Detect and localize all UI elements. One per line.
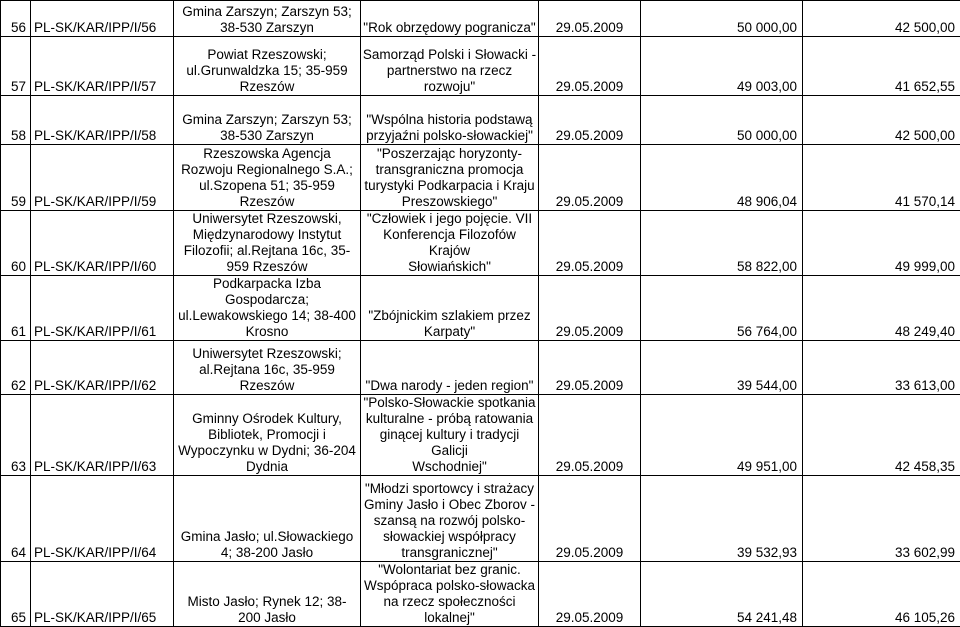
applicant-cell: Podkarpacka Izba Gospodarcza; ul.Lewakowskiego 14; 38-400 Krosno: [174, 276, 361, 341]
total-cost: 49 003,00: [641, 37, 803, 96]
total-cost: 48 906,04: [641, 145, 803, 211]
row-number: 59: [1, 145, 31, 211]
row-number: 62: [1, 341, 31, 395]
applicant-cell: Gminny Ośrodek Kultury, Bibliotek, Promocji i Wypoczynku w Dydni; 36-204 Dydnia: [174, 395, 361, 476]
decision-date: 29.05.2009: [539, 145, 641, 211]
total-cost: 58 822,00: [641, 211, 803, 276]
grant-amount: 42 500,00: [803, 1, 960, 37]
decision-date: 29.05.2009: [539, 341, 641, 395]
row-number: 56: [1, 1, 31, 37]
decision-date: 29.05.2009: [539, 476, 641, 562]
table-row: [1, 562, 960, 627]
decision-date: 29.05.2009: [539, 211, 641, 276]
table-row: [1, 145, 960, 211]
total-cost: 39 532,93: [641, 476, 803, 562]
table-row: [1, 341, 960, 395]
project-code: PL-SK/KAR/IPP/I/56: [31, 1, 174, 37]
grant-amount: 33 613,00: [803, 341, 960, 395]
applicant-cell: Powiat Rzeszowski; ul.Grunwaldzka 15; 35-959 Rzeszów: [174, 37, 361, 96]
project-code: PL-SK/KAR/IPP/I/65: [31, 562, 174, 627]
project-title: "Wolontariat bez granic. Wspópraca polsko-słowacka na rzecz społeczności lokalnej": [361, 562, 539, 627]
project-title: "Polsko-Słowackie spotkania kulturalne - próbą ratowania ginącej kultury i tradycji Galicji Wschodniej": [361, 395, 539, 476]
applicant-cell: Misto Jasło; Rynek 12; 38- 200 Jasło: [174, 562, 361, 627]
project-title: "Zbójnickim szlakiem przez Karpaty": [361, 276, 539, 341]
project-title: "Rok obrzędowy pogranicza": [361, 1, 539, 37]
applicant-cell: Uniwersytet Rzeszowski, Międzynarodowy Instytut Filozofii; al.Rejtana 16c, 35- 959 Rzeszów: [174, 211, 361, 276]
total-cost: 54 241,48: [641, 562, 803, 627]
grant-amount: 46 105,26: [803, 562, 960, 627]
project-title: "Wspólna historia podstawą przyjaźni polsko-słowackiej": [361, 96, 539, 145]
decision-date: 29.05.2009: [539, 395, 641, 476]
grant-amount: 41 570,14: [803, 145, 960, 211]
row-number: 65: [1, 562, 31, 627]
applicant-cell: Uniwersytet Rzeszowski; al.Rejtana 16c, 35-959 Rzeszów: [174, 341, 361, 395]
row-number: 64: [1, 476, 31, 562]
decision-date: 29.05.2009: [539, 562, 641, 627]
decision-date: 29.05.2009: [539, 1, 641, 37]
grant-amount: 41 652,55: [803, 37, 960, 96]
project-code: PL-SK/KAR/IPP/I/60: [31, 211, 174, 276]
table-row: [1, 1, 960, 37]
project-code: PL-SK/KAR/IPP/I/61: [31, 276, 174, 341]
project-code: PL-SK/KAR/IPP/I/64: [31, 476, 174, 562]
project-title: "Młodzi sportowcy i strażacy Gminy Jasło i Obec Zborov - szansą na rozwój polsko- słowackiej współpracy transgranicznej": [361, 476, 539, 562]
project-title: "Poszerzając horyzonty- transgraniczna promocja turystyki Podkarpacia i Kraju Preszowskiego": [361, 145, 539, 211]
grant-amount: 33 602,99: [803, 476, 960, 562]
total-cost: 39 544,00: [641, 341, 803, 395]
table-row: [1, 96, 960, 145]
applicant-cell: Gmina Zarszyn; Zarszyn 53; 38-530 Zarszyn: [174, 1, 361, 37]
project-code: PL-SK/KAR/IPP/I/63: [31, 395, 174, 476]
project-title: Samorząd Polski i Słowacki - partnerstwo na rzecz rozwoju": [361, 37, 539, 96]
applicant-cell: Rzeszowska Agencja Rozwoju Regionalnego S.A.; ul.Szopena 51; 35-959 Rzeszów: [174, 145, 361, 211]
grant-amount: 49 999,00: [803, 211, 960, 276]
grant-amount: 42 458,35: [803, 395, 960, 476]
total-cost: 50 000,00: [641, 1, 803, 37]
table-row: [1, 276, 960, 341]
row-number: 58: [1, 96, 31, 145]
decision-date: 29.05.2009: [539, 276, 641, 341]
table-row: [1, 211, 960, 276]
project-title: "Człowiek i jego pojęcie. VII Konferencja Filozofów Krajów Słowiańskich": [361, 211, 539, 276]
total-cost: 50 000,00: [641, 96, 803, 145]
row-number: 60: [1, 211, 31, 276]
decision-date: 29.05.2009: [539, 37, 641, 96]
table-row: [1, 476, 960, 562]
row-number: 63: [1, 395, 31, 476]
project-code: PL-SK/KAR/IPP/I/62: [31, 341, 174, 395]
project-code: PL-SK/KAR/IPP/I/59: [31, 145, 174, 211]
row-number: 57: [1, 37, 31, 96]
grant-amount: 42 500,00: [803, 96, 960, 145]
applicant-cell: Gmina Zarszyn; Zarszyn 53; 38-530 Zarszyn: [174, 96, 361, 145]
applicant-cell: Gmina Jasło; ul.Słowackiego 4; 38-200 Jasło: [174, 476, 361, 562]
total-cost: 49 951,00: [641, 395, 803, 476]
row-number: 61: [1, 276, 31, 341]
decision-date: 29.05.2009: [539, 96, 641, 145]
total-cost: 56 764,00: [641, 276, 803, 341]
project-title: "Dwa narody - jeden region": [361, 341, 539, 395]
table-row: [1, 37, 960, 96]
table-row: [1, 395, 960, 476]
project-code: PL-SK/KAR/IPP/I/57: [31, 37, 174, 96]
projects-table-body: [1, 1, 960, 627]
project-code: PL-SK/KAR/IPP/I/58: [31, 96, 174, 145]
grant-amount: 48 249,40: [803, 276, 960, 341]
